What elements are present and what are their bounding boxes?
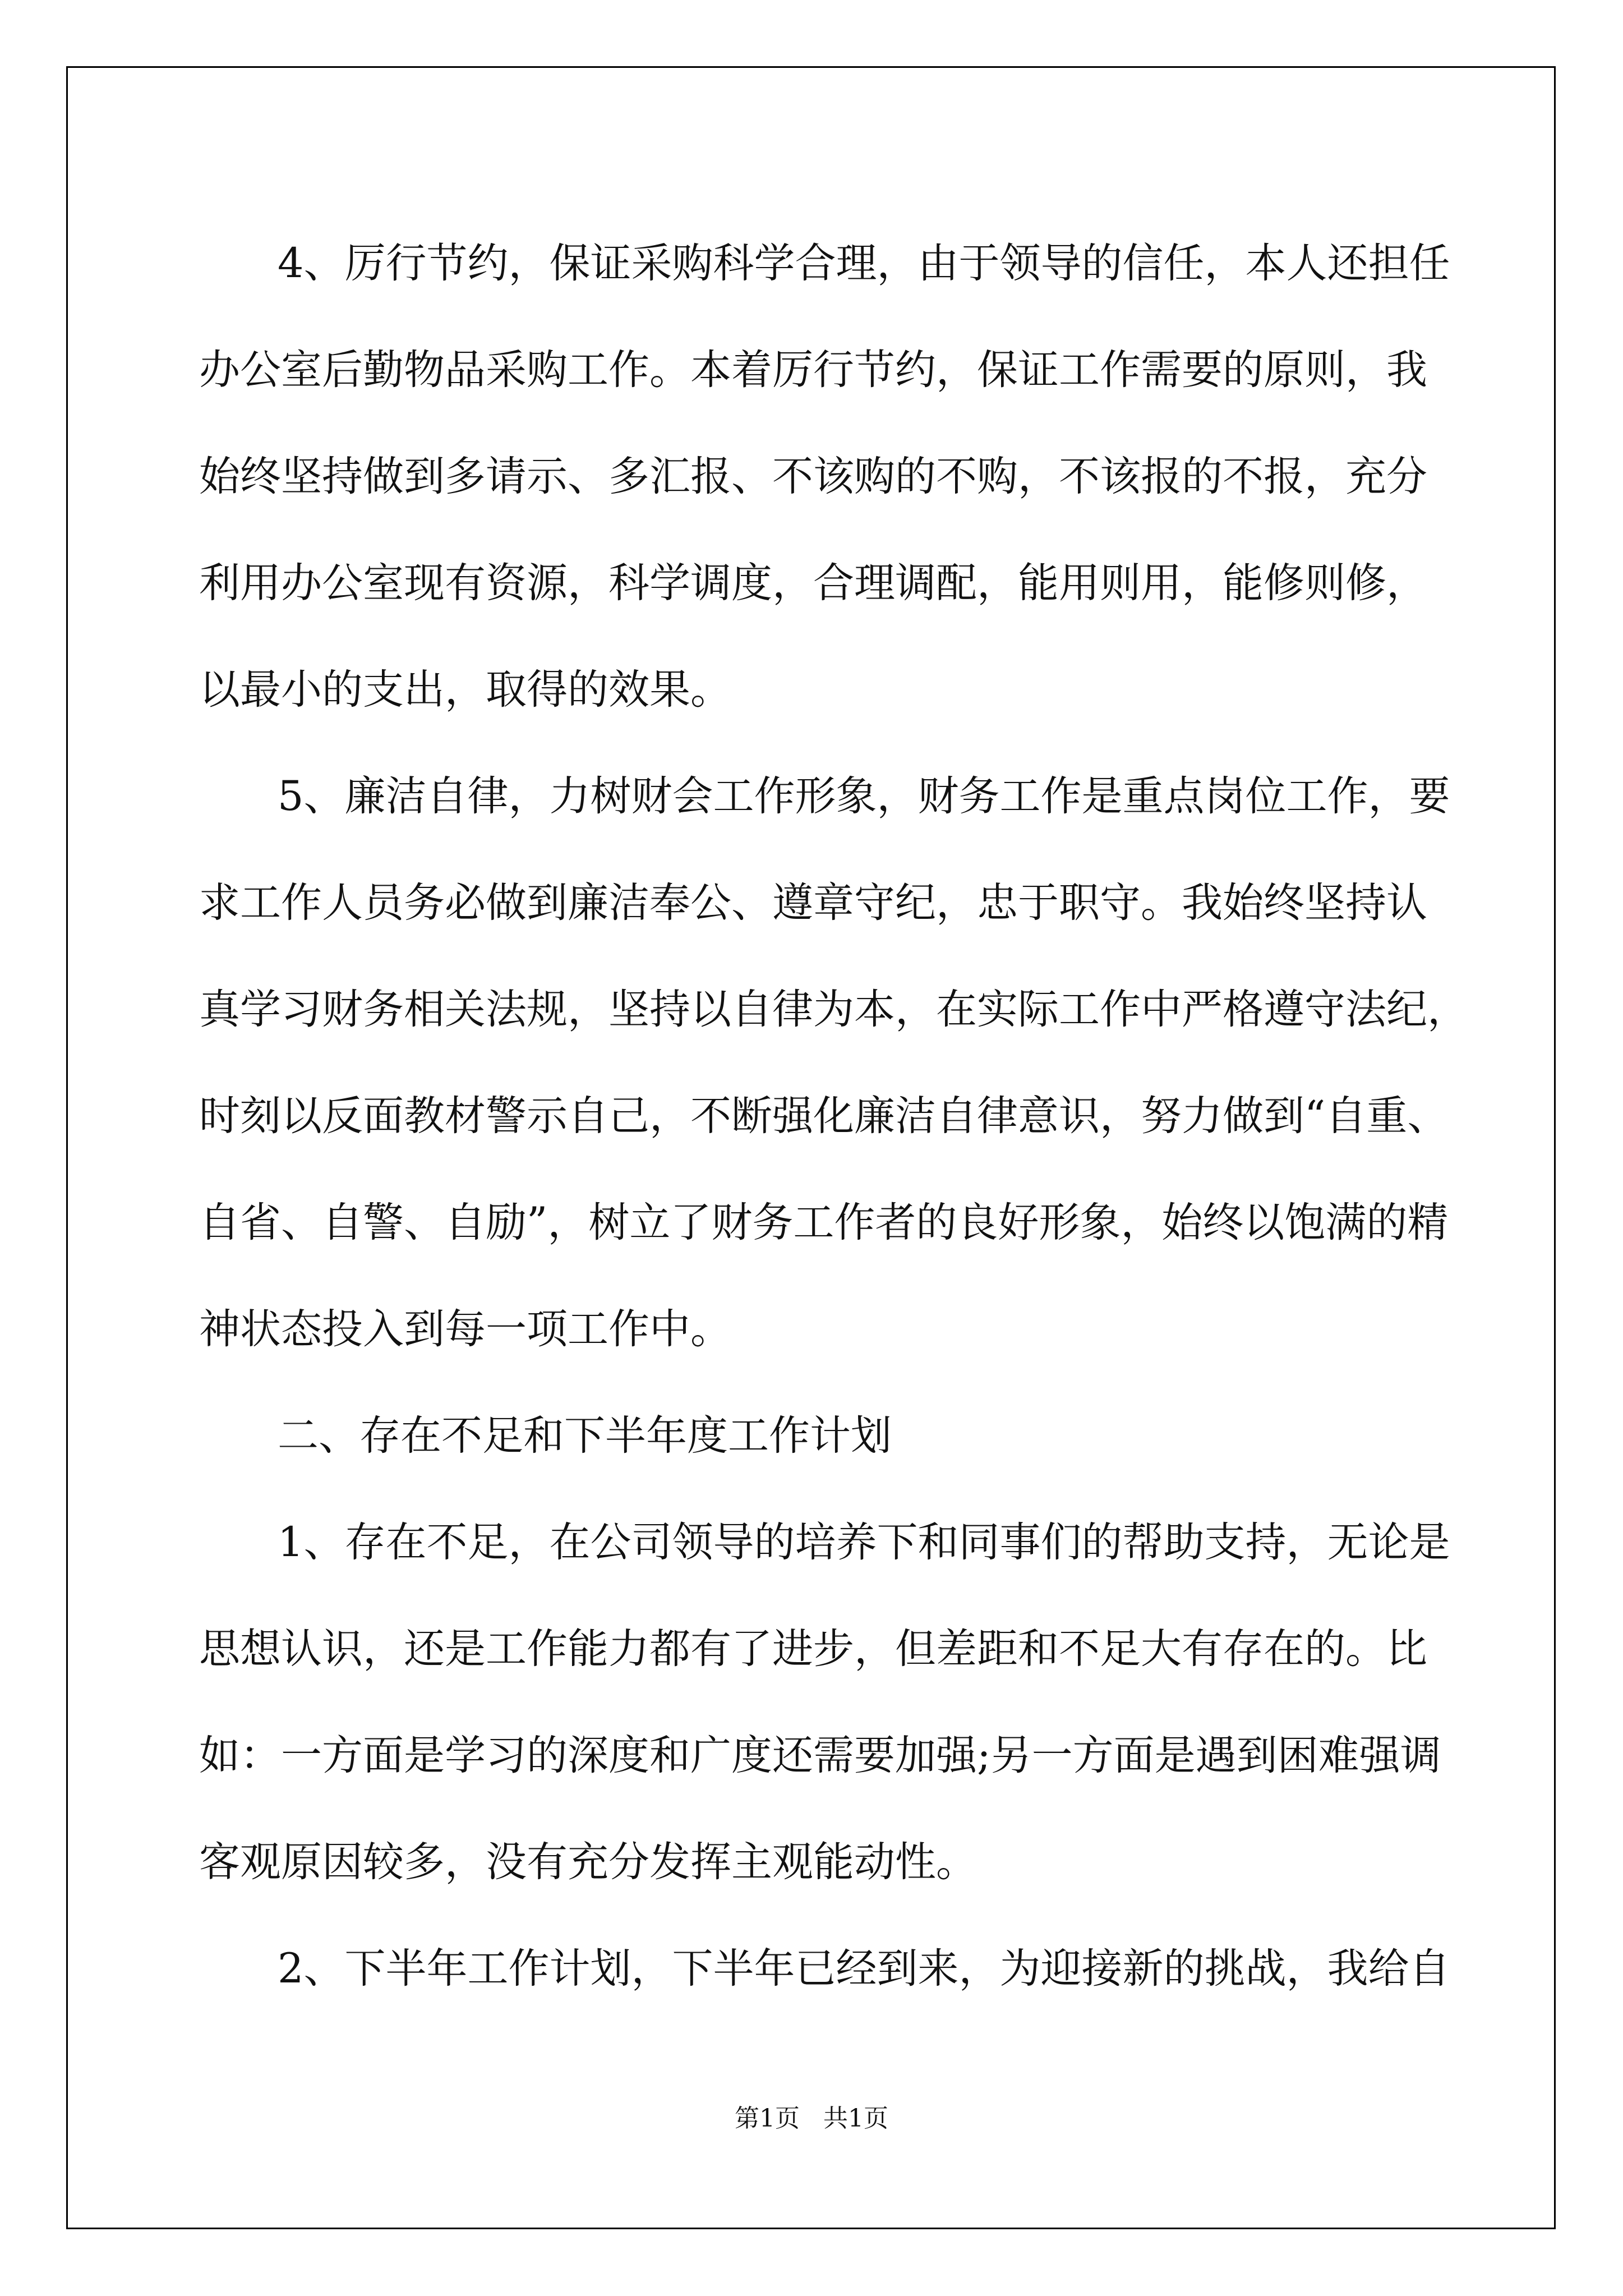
section-heading: 二、存在不足和下半年度工作计划: [278, 1412, 892, 1460]
paragraph-line: 4、厉行节约，保证采购科学合理，由于领导的信任，本人还担任: [278, 240, 1450, 287]
paragraph-line: 真学习财务相关法规，坚持以自律为本，在实际工作中严格遵守法纪，: [199, 986, 1468, 1033]
paragraph-line: 始终坚持做到多请示、多汇报、不该购的不购，不该报的不报，充分: [199, 453, 1427, 500]
document-body: [199, 210, 1468, 2022]
paragraph-line: 以最小的支出，取得的效果。: [199, 666, 731, 714]
paragraph-line: 时刻以反面教材警示自己，不断强化廉洁自律意识，努力做到“自重、: [199, 1092, 1449, 1140]
paragraph-line: 神状态投入到每一项工作中。: [199, 1305, 731, 1353]
paragraph-line: 思想认识，还是工作能力都有了进步，但差距和不足大有存在的。比: [199, 1625, 1427, 1673]
paragraph-line: 自省、自警、自励”，树立了财务工作者的良好形象，始终以饱满的精: [199, 1199, 1449, 1246]
paragraph-line: 1、存在不足，在公司领导的培养下和同事们的帮助支持，无论是: [278, 1519, 1450, 1566]
page-footer: 第1页 共1页: [735, 2104, 888, 2133]
paragraph-line: 求工作人员务必做到廉洁奉公、遵章守纪，忠于职守。我始终坚持认: [199, 879, 1427, 927]
paragraph-line: 利用办公室现有资源，科学调度，合理调配，能用则用，能修则修，: [199, 559, 1427, 607]
paragraph-line: 客观原因较多，没有充分发挥主观能动性。: [199, 1838, 977, 1886]
paragraph-line: 办公室后勤物品采购工作。本着厉行节约，保证工作需要的原则，我: [199, 346, 1427, 394]
paragraph-line: 如：一方面是学习的深度和广度还需要加强;另一方面是遇到困难强调: [199, 1732, 1441, 1779]
paragraph-line: 2、下半年工作计划，下半年已经到来，为迎接新的挑战，我给自: [278, 1945, 1450, 1993]
paragraph-line: 5、廉洁自律，力树财会工作形象，财务工作是重点岗位工作，要: [278, 772, 1450, 820]
